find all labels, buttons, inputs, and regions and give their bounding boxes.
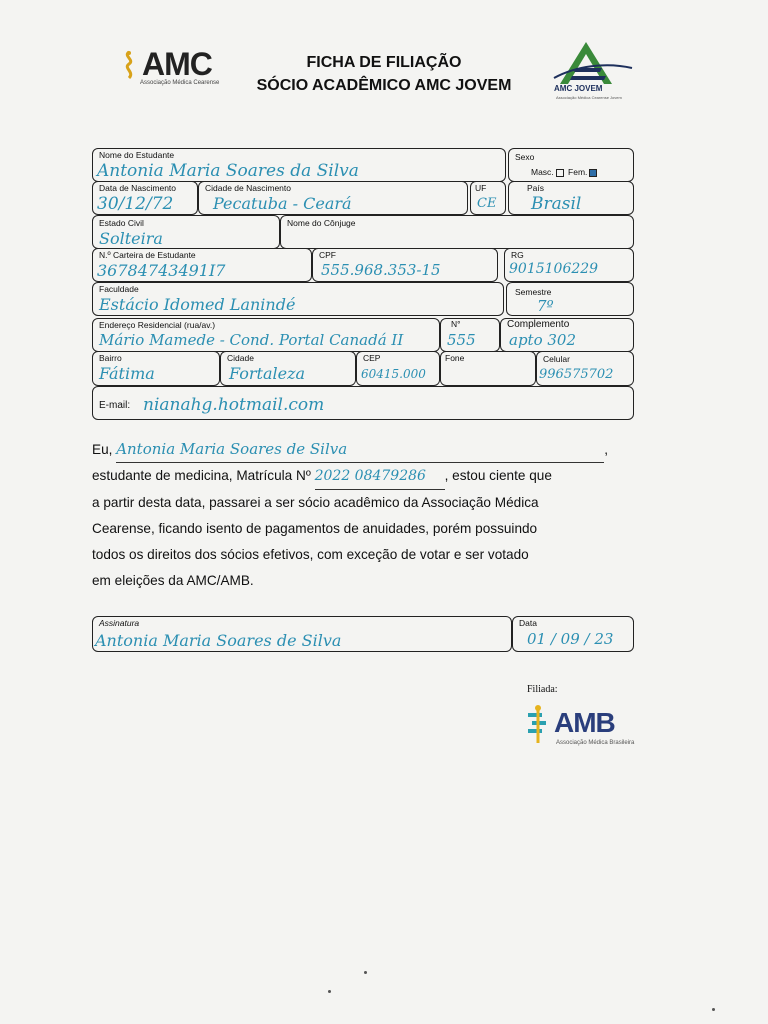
declaration-matricula: 2022 08479286 xyxy=(315,463,445,490)
declaration-line-2 xyxy=(92,463,640,490)
sexo-label: Sexo xyxy=(515,152,535,162)
email-label: E-mail: xyxy=(99,400,131,411)
date-value: 01 / 09 / 23 xyxy=(527,630,614,648)
fem-checkbox[interactable] xyxy=(589,169,597,177)
carteira-value: 36784743491I7 xyxy=(97,261,226,280)
signature-field[interactable] xyxy=(92,616,512,652)
celular-value: 996575702 xyxy=(539,367,614,382)
email-field[interactable] xyxy=(92,386,634,420)
sexo-options xyxy=(531,167,599,177)
scan-speck xyxy=(328,990,331,993)
scan-speck xyxy=(364,971,367,974)
declaration-line-1 xyxy=(92,436,640,463)
nascimento-value: 30/12/72 xyxy=(97,194,174,214)
masc-checkbox[interactable] xyxy=(556,169,564,177)
pais-field[interactable] xyxy=(508,181,634,215)
cidade-label: Cidade xyxy=(227,353,254,363)
declaration-line-4: Cearense, ficando isento de pagamentos de anuidades, porém possuindo xyxy=(92,521,538,536)
declaration-name: Antonia Maria Soares de Silva xyxy=(116,436,604,463)
cidade-field[interactable] xyxy=(220,351,356,386)
cidade-nascimento-value: Pecatuba - Ceará xyxy=(213,194,352,213)
cpf-label: CPF xyxy=(319,250,336,260)
cpf-value: 555.968.353-15 xyxy=(321,261,441,279)
cep-value: 60415.000 xyxy=(361,367,426,381)
nascimento-label: Data de Nascimento xyxy=(99,183,177,193)
semestre-field[interactable] xyxy=(506,282,634,316)
declaration-comma: , xyxy=(604,442,608,457)
cpf-field[interactable] xyxy=(312,248,498,282)
uf-label: UF xyxy=(475,183,487,193)
pais-value: Brasil xyxy=(531,194,582,214)
amc-jovem-logo-text: AMC JOVEM xyxy=(554,84,603,93)
amc-jovem-emblem-icon xyxy=(546,38,636,88)
email-value: nianahg.hotmail.com xyxy=(143,395,325,415)
semestre-value: 7º xyxy=(537,297,554,315)
amc-logo-subtitle: Associação Médica Cearense xyxy=(140,80,220,86)
declaration-line-6: em eleições da AMC/AMB. xyxy=(92,573,254,588)
page-subtitle: SÓCIO ACADÊMICO AMC JOVEM xyxy=(256,77,512,94)
declaration-line-3: a partir desta data, passarei a ser sócio acadêmico da Associação Médica xyxy=(92,495,539,510)
uf-value: CE xyxy=(477,196,497,211)
endereco-value: Mário Mamede - Cond. Portal Canadá II xyxy=(99,331,404,349)
fone-label: Fone xyxy=(445,353,465,363)
pais-label: País xyxy=(527,183,545,193)
nome-label: Nome do Estudante xyxy=(99,150,175,160)
declaration-text-2b: , estou ciente que xyxy=(444,468,552,483)
numero-label: N° xyxy=(451,319,461,329)
endereco-field[interactable] xyxy=(92,318,440,352)
amb-logo xyxy=(520,703,640,751)
faculdade-label: Faculdade xyxy=(99,284,139,294)
declaration-text-2a: estudante de medicina, Matrícula Nº xyxy=(92,468,311,483)
date-field[interactable] xyxy=(512,616,634,652)
cidade-nascimento-label: Cidade de Nascimento xyxy=(205,183,291,193)
complemento-label: Complemento xyxy=(507,319,570,330)
celular-field[interactable] xyxy=(536,351,634,386)
scan-speck xyxy=(712,1008,715,1011)
amc-jovem-logo-subtitle: Associação Médica Cearense Jovem xyxy=(556,95,622,100)
bairro-label: Bairro xyxy=(99,353,122,363)
nascimento-field[interactable] xyxy=(92,181,198,215)
rg-field[interactable] xyxy=(504,248,634,282)
cidade-nascimento-field[interactable] xyxy=(198,181,468,215)
declaration-eu: Eu, xyxy=(92,442,113,457)
amb-emblem-icon xyxy=(524,705,552,745)
page-title: FICHA DE FILIAÇÃO xyxy=(306,54,462,71)
bairro-value: Fátima xyxy=(99,364,155,383)
bairro-field[interactable] xyxy=(92,351,220,386)
complemento-value: apto 302 xyxy=(509,331,577,349)
sexo-field[interactable] xyxy=(508,148,634,182)
date-label: Data xyxy=(519,618,537,628)
estado-civil-value: Solteira xyxy=(99,229,163,248)
rg-value: 9015106229 xyxy=(509,261,599,277)
carteira-label: N.º Carteira de Estudante xyxy=(99,250,196,260)
faculdade-value: Estácio Idomed Lanindé xyxy=(99,295,296,314)
amb-logo-text: AMB xyxy=(554,707,615,738)
masc-label: Masc. xyxy=(531,167,554,177)
signature-value: Antonia Maria Soares de Silva xyxy=(95,631,342,650)
semestre-label: Semestre xyxy=(515,287,552,297)
numero-value: 555 xyxy=(447,331,476,349)
nome-field[interactable] xyxy=(92,148,506,182)
nome-value: Antonia Maria Soares da Silva xyxy=(97,161,359,181)
rg-label: RG xyxy=(511,250,524,260)
numero-field[interactable] xyxy=(440,318,500,352)
estado-civil-label: Estado Civil xyxy=(99,218,144,228)
complemento-field[interactable] xyxy=(500,318,634,352)
fem-label: Fem. xyxy=(568,167,588,177)
filiada-label: Filiada: xyxy=(527,684,558,695)
cep-label: CEP xyxy=(363,353,381,363)
uf-field[interactable] xyxy=(470,181,506,215)
signature-label: Assinatura xyxy=(99,618,140,628)
celular-label: Celular xyxy=(543,354,570,364)
fone-field[interactable] xyxy=(440,351,536,386)
amc-jovem-logo xyxy=(546,38,636,110)
estado-civil-field[interactable] xyxy=(92,215,280,249)
faculdade-field[interactable] xyxy=(92,282,504,316)
cidade-value: Fortaleza xyxy=(229,364,306,383)
carteira-field[interactable] xyxy=(92,248,312,282)
cep-field[interactable] xyxy=(356,351,440,386)
amb-logo-subtitle: Associação Médica Brasileira xyxy=(556,740,635,746)
conjuge-field[interactable] xyxy=(280,215,634,249)
endereco-label: Endereço Residencial (rua/av.) xyxy=(99,320,216,330)
conjuge-label: Nome do Cônjuge xyxy=(287,218,356,228)
amc-logo-text: AMC xyxy=(142,46,212,82)
declaration-paragraph xyxy=(92,436,640,594)
declaration-line-5: todos os direitos dos sócios efetivos, com exceção de votar e ser votado xyxy=(92,547,529,562)
